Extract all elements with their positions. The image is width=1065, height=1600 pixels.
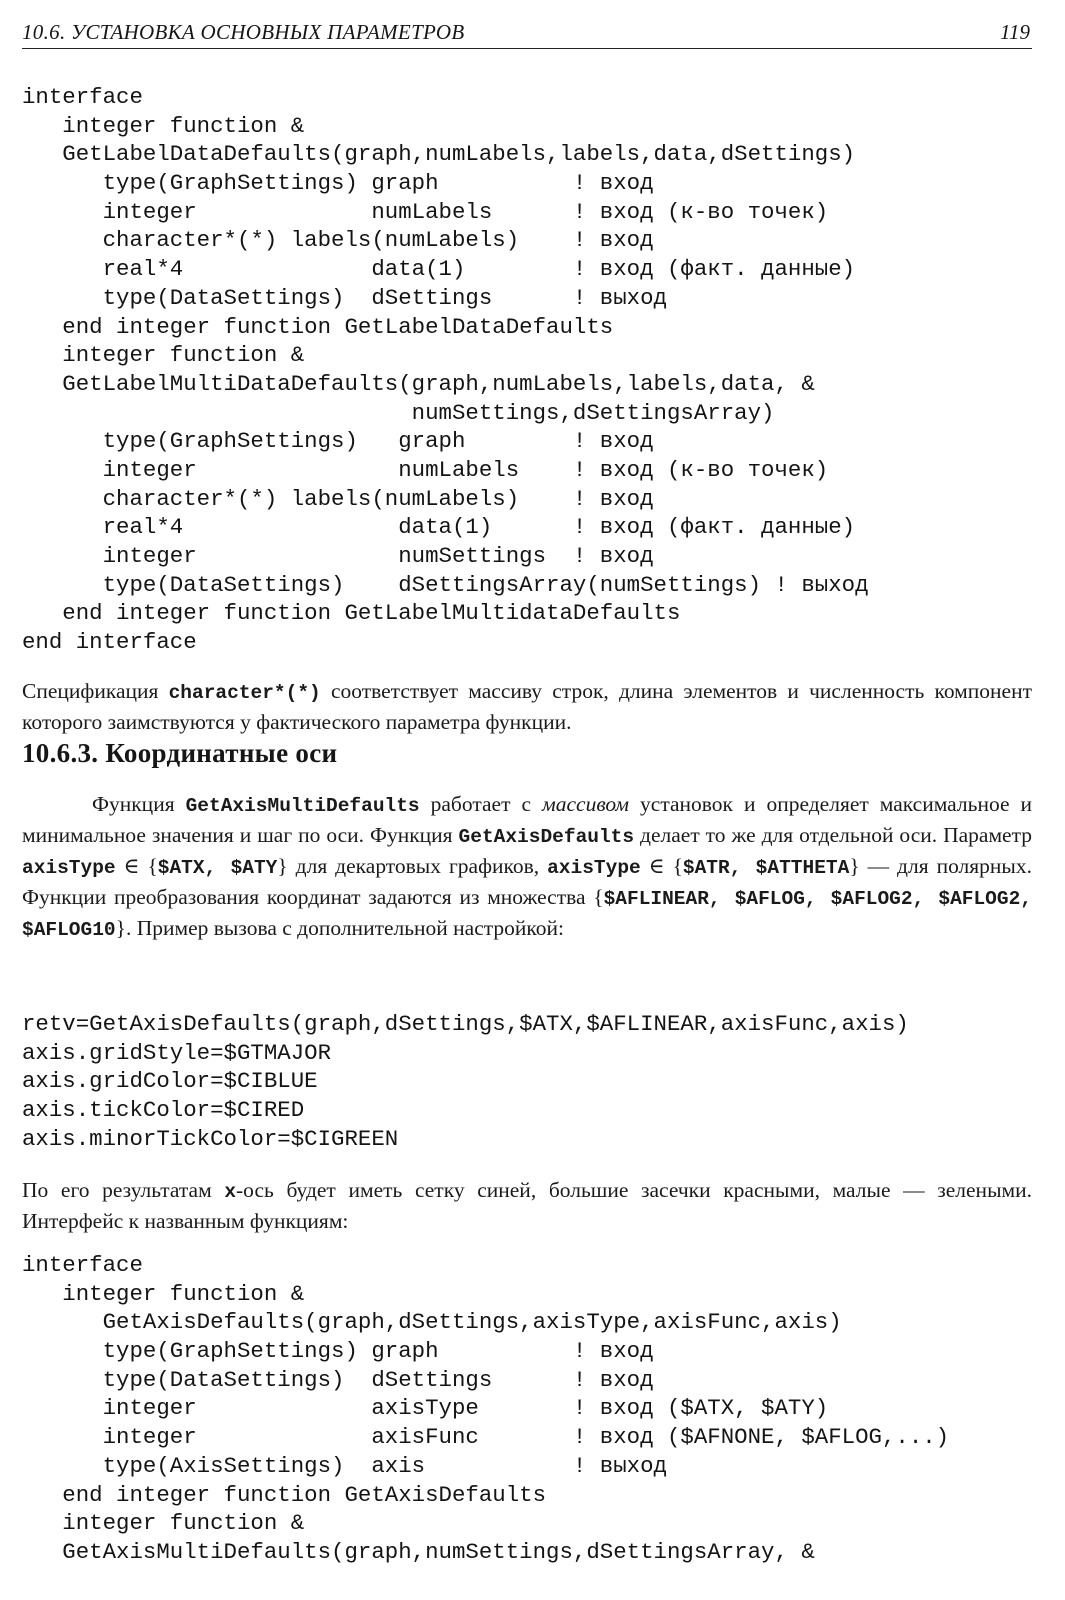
section-heading: 10.6.3. Координатные оси xyxy=(22,738,338,768)
code-line: integer function & xyxy=(22,1510,305,1537)
inline-code: character*(*) xyxy=(168,682,321,704)
code-line: integer function & xyxy=(22,112,305,139)
inline-code: x xyxy=(224,1181,237,1203)
code-line: end integer function GetLabelMultidataDefaults xyxy=(22,600,681,627)
paragraph-character-spec: Спецификация character*(*) соответствует массиву строк, длина элементов и численность компонент которого заимствуются у фактического параметра функции. xyxy=(22,679,1032,734)
code-line: type(GraphSettings) graph ! вход xyxy=(22,428,654,455)
running-header xyxy=(22,18,1032,49)
inline-code: GetAxisDefaults xyxy=(458,826,635,848)
inline-code: axisType xyxy=(22,857,116,879)
code-line: character*(*) labels(numLabels) ! вход xyxy=(22,227,654,254)
running-header-title: 10.6. УСТАНОВКА ОСНОВНЫХ ПАРАМЕТРОВ xyxy=(22,20,465,44)
code-line: interface xyxy=(22,84,143,110)
code-line: axis.minorTickColor=$CIGREEN xyxy=(22,1125,399,1152)
code-block-axis-example xyxy=(22,1010,909,1153)
code-line: integer numLabels ! вход (к-во точек) xyxy=(22,198,829,225)
code-line: numSettings,dSettingsArray) xyxy=(22,399,775,426)
inline-code: GetAxisMultiDefaults xyxy=(185,795,420,817)
inline-code: axisType xyxy=(547,857,641,879)
code-line: GetAxisMultiDefaults(graph,numSettings,dSettingsArray, & xyxy=(22,1538,815,1565)
code-line: end integer function GetLabelDataDefaults xyxy=(22,313,614,340)
code-line: end interface xyxy=(22,629,197,656)
inline-code: $AFLINEAR, $AFLOG, $AFLOG2, $AFLOG2, $AFLOG10 xyxy=(22,888,1032,941)
emphasis: массивом xyxy=(542,792,630,816)
code-line: type(GraphSettings) graph ! вход xyxy=(22,170,654,197)
page-number: 119 xyxy=(1000,20,1030,44)
code-line: type(AxisSettings) axis ! выход xyxy=(22,1452,667,1479)
code-line: real*4 data(1) ! вход (факт. данные) xyxy=(22,514,856,541)
code-line: GetAxisDefaults(graph,dSettings,axisType,axisFunc,axis) xyxy=(22,1309,842,1336)
code-line: type(GraphSettings) graph ! вход xyxy=(22,1338,654,1365)
code-line: retv=GetAxisDefaults(graph,dSettings,$ATX,$AFLINEAR,axisFunc,axis) xyxy=(22,1011,909,1037)
code-line: axis.gridColor=$CIBLUE xyxy=(22,1068,318,1095)
paragraph-axis-result: По его результатам x-ось будет иметь сетку синей, большие засечки красными, малые — зелеными. Интерфейс к названным функциям: xyxy=(22,1178,1032,1233)
code-line: GetLabelMultiDataDefaults(graph,numLabels,labels,data, & xyxy=(22,370,815,397)
code-line: integer function & xyxy=(22,1280,305,1307)
code-block-label-data-interface xyxy=(22,83,869,657)
code-line: integer numLabels ! вход (к-во точек) xyxy=(22,456,829,483)
code-line: real*4 data(1) ! вход (факт. данные) xyxy=(22,256,856,283)
code-block-axis-interface xyxy=(22,1251,949,1567)
code-line: integer numSettings ! вход xyxy=(22,543,654,569)
code-line: integer function & xyxy=(22,342,305,369)
code-line: axis.gridStyle=$GTMAJOR xyxy=(22,1039,332,1066)
code-line: integer axisFunc ! вход ($AFNONE, $AFLOG,...) xyxy=(22,1424,950,1451)
inline-code: $ATX, $ATY xyxy=(157,857,278,879)
code-line: interface xyxy=(22,1252,143,1278)
code-line: type(DataSettings) dSettings ! выход xyxy=(22,284,667,311)
code-line: integer axisType ! вход ($ATX, $ATY) xyxy=(22,1395,829,1422)
code-line: GetLabelDataDefaults(graph,numLabels,labels,data,dSettings) xyxy=(22,141,856,168)
paragraph-axis-functions: Функция GetAxisMultiDefaults работает с массивом установок и определяет максимальное и минимальное значения и шаг по оси. Функция GetAxisDefaults делает то же для отдельной оси. Параметр axisType ∈ {$ATX, $ATY} для декартовых графиков, axisType ∈ {$ATR, $ATTHETA} — для полярных. Функции преобразования координат задаются из множества {$AFLINEAR, $AFLOG, $AFLOG2, $AFLOG2, $AFLOG10}. Пример вызова с дополнительной настройкой: xyxy=(22,792,1033,941)
code-line: end integer function GetAxisDefaults xyxy=(22,1481,547,1508)
code-line: type(DataSettings) dSettingsArray(numSettings) ! выход xyxy=(22,571,869,598)
inline-code: $ATR, $ATTHETA xyxy=(682,857,850,879)
code-line: type(DataSettings) dSettings ! вход xyxy=(22,1366,654,1393)
code-line: character*(*) labels(numLabels) ! вход xyxy=(22,485,654,512)
code-line: axis.tickColor=$CIRED xyxy=(22,1097,305,1124)
